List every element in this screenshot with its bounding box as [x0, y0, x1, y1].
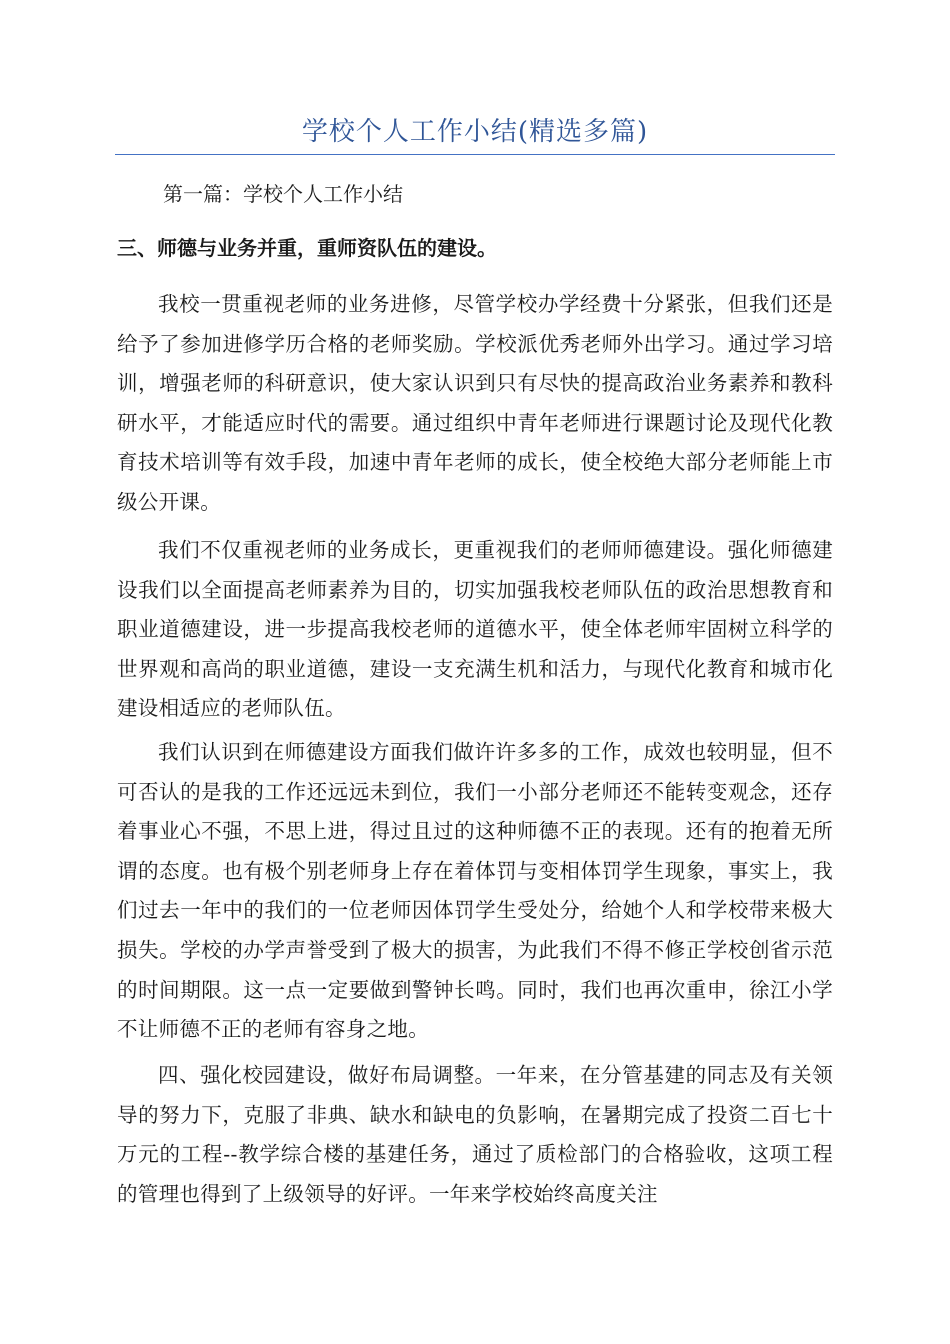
- document-title: 学校个人工作小结(精选多篇): [301, 117, 649, 147]
- title-underline: [115, 154, 835, 155]
- article-subtitle: 第一篇：学校个人工作小结: [163, 182, 403, 206]
- body-paragraph: 四、强化校园建设，做好布局调整。一年来，在分管基建的同志及有关领导的努力下，克服了非典、缺水和缺电的负影响，在暑期完成了投资二百七十万元的工程--教学综合楼的基建任务，通过了质检部门的合格验收，这项工程的管理也得到了上级领导的好评。一年来学校始终高度关注: [117, 1063, 833, 1206]
- body-paragraph: 我们不仅重视老师的业务成长，更重视我们的老师师德建设。强化师德建设我们以全面提高老师素养为目的，切实加强我校老师队伍的政治思想教育和职业道德建设，进一步提高我校老师的道德水平，使全体老师牢固树立科学的世界观和高尚的职业道德，建设一支充满生机和活力，与现代化教育和城市化建设相适应的老师队伍。: [117, 538, 833, 721]
- section-heading: 三、师德与业务并重，重师资队伍的建设。: [117, 236, 497, 260]
- body-paragraph: 我们认识到在师德建设方面我们做许许多多的工作，成效也较明显，但不可否认的是我的工作还远远未到位，我们一小部分老师还不能转变观念，还存着事业心不强，不思上进，得过且过的这种师德不正的表现。还有的抱着无所谓的态度。也有极个别老师身上存在着体罚与变相体罚学生现象，事实上，我们过去一年中的我们的一位老师因体罚学生受处分，给她个人和学校带来极大损失。学校的办学声誉受到了极大的损害，为此我们不得不修正学校创省示范的时间期限。这一点一定要做到警钟长鸣。同时，我们也再次重申，徐江小学不让师德不正的老师有容身之地。: [117, 740, 833, 1042]
- body-paragraph: 我校一贯重视老师的业务进修，尽管学校办学经费十分紧张，但我们还是给予了参加进修学历合格的老师奖励。学校派优秀老师外出学习。通过学习培训，增强老师的科研意识，使大家认识到只有尽快的提高政治业务素养和教科研水平，才能适应时代的需要。通过组织中青年老师进行课题讨论及现代化教育技术培训等有效手段，加速中青年老师的成长，使全校绝大部分老师能上市级公开课。: [117, 292, 833, 514]
